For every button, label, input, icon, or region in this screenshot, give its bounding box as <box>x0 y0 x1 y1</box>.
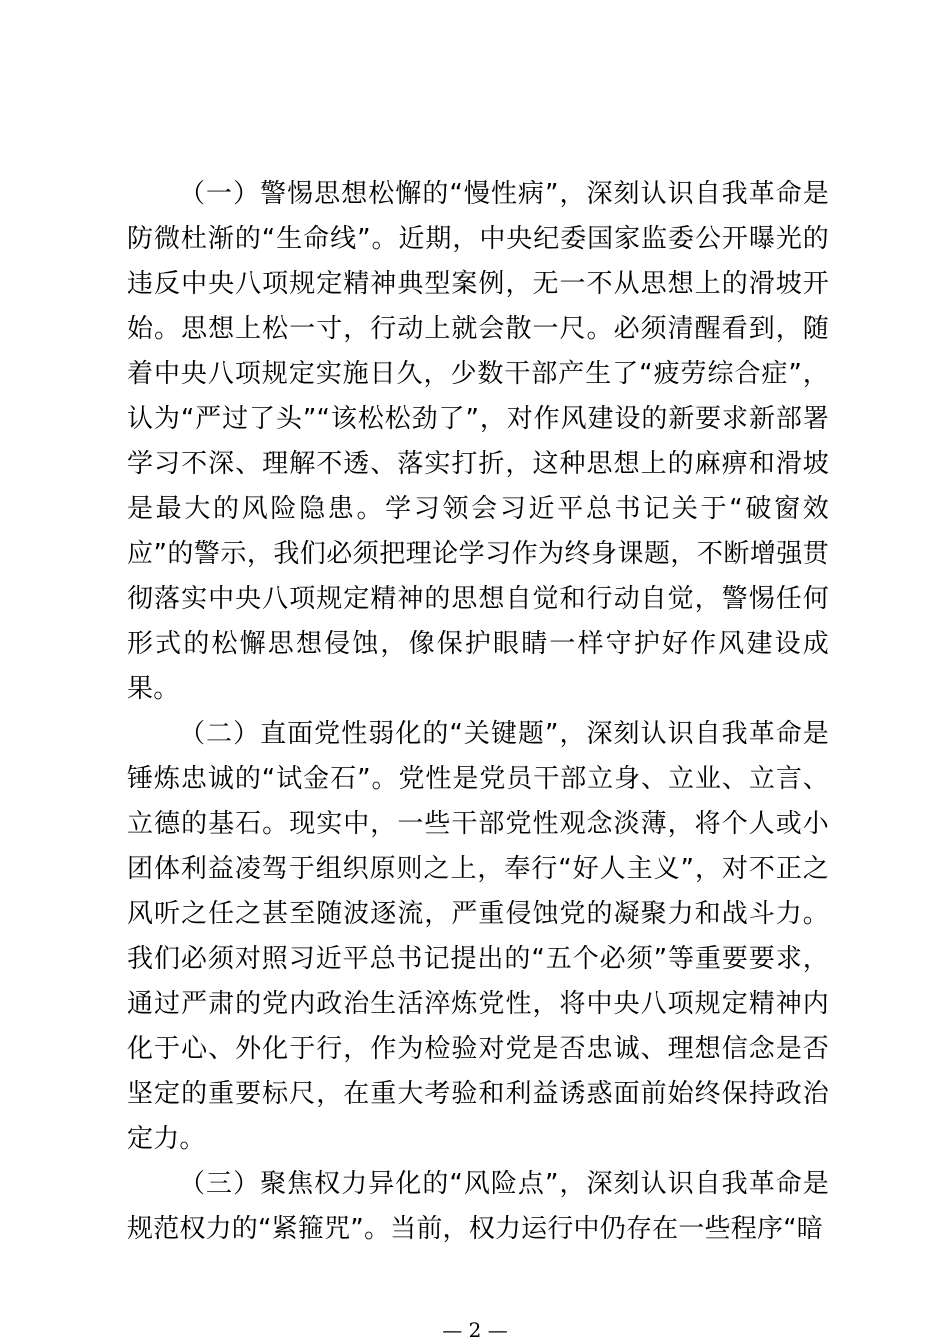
document-body <box>127 172 829 1252</box>
paragraph-2: （二）直面党性弱化的“关键题”，深刻认识自我革命是锤炼忠诚的“试金石”。党性是党员干部立身、立业、立言、立德的基石。现实中，一些干部党性观念淡薄，将个人或小团体利益凌驾于组织原则之上，奉行“好人主义”，对不正之风听之任之甚至随波逐流，严重侵蚀党的凝聚力和战斗力。我们必须对照习近平总书记提出的“五个必须”等重要要求，通过严肃的党内政治生活淬炼党性，将中央八项规定精神内化于心、外化于行，作为检验对党是否忠诚、理想信念是否坚定的重要标尺，在重大考验和利益诱惑面前始终保持政治定力。 <box>127 719 829 1154</box>
paragraph-3: （三）聚焦权力异化的“风险点”，深刻认识自我革命是规范权力的“紧箍咒”。当前，权力运行中仍存在一些程序“暗 <box>127 1169 829 1244</box>
paragraph-1: （一）警惕思想松懈的“慢性病”，深刻认识自我革命是防微杜渐的“生命线”。近期，中央纪委国家监委公开曝光的违反中央八项规定精神典型案例，无一不从思想上的滑坡开始。思想上松一寸，行动上就会散一尺。必须清醒看到，随着中央八项规定实施日久，少数干部产生了“疲劳综合症”，认为“严过了头”“该松松劲了”，对作风建设的新要求新部署学习不深、理解不透、落实打折，这种思想上的麻痹和滑坡是最大的风险隐患。学习领会习近平总书记关于“破窗效应”的警示，我们必须把理论学习作为终身课题，不断增强贯彻落实中央八项规定精神的思想自觉和行动自觉，警惕任何形式的松懈思想侵蚀，像保护眼睛一样守护好作风建设成果。 <box>127 179 829 704</box>
page-number: — 2 — <box>442 1318 508 1342</box>
